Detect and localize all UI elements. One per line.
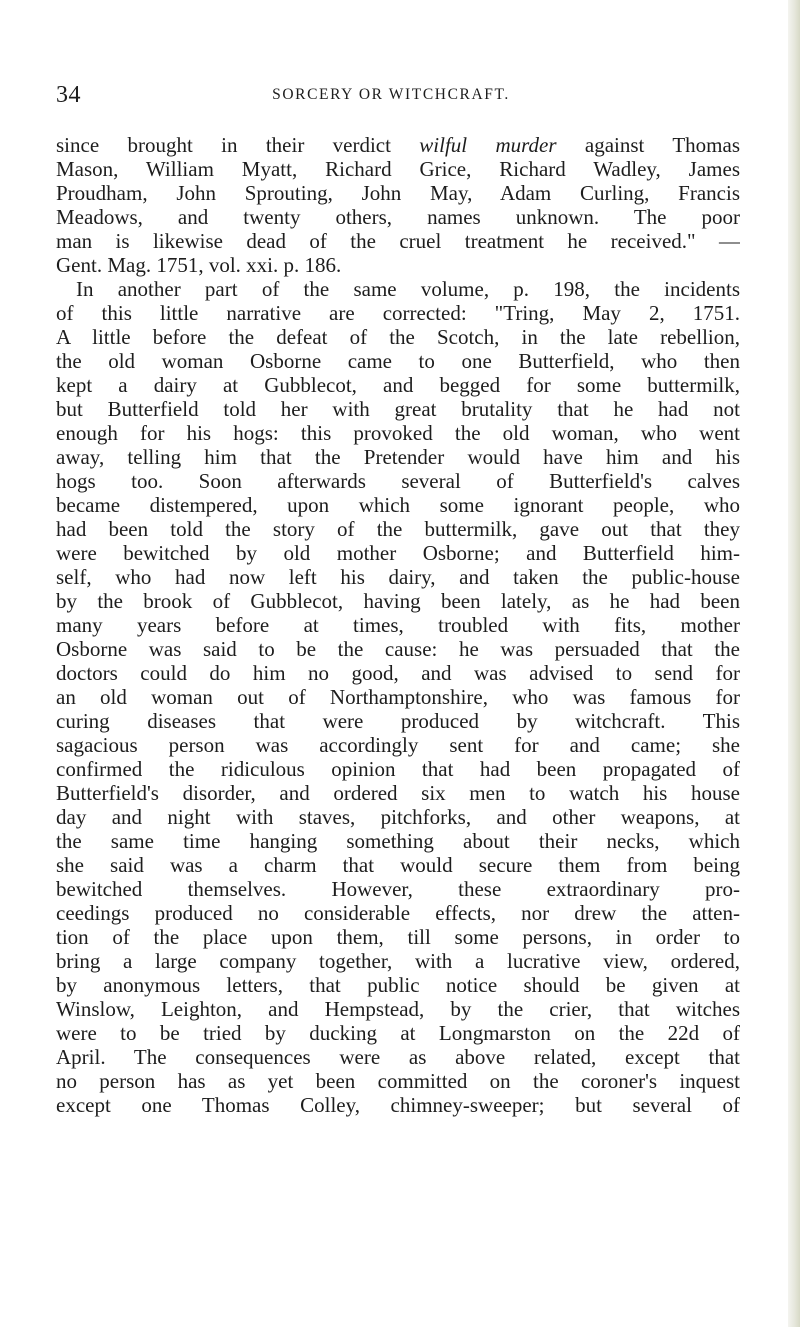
text-line: she said was a charm that would secure them from being bbox=[56, 853, 740, 877]
text-line: April. The consequences were as above related, except that bbox=[56, 1045, 740, 1069]
page-number: 34 bbox=[56, 82, 81, 108]
text-line: Mason, William Myatt, Richard Grice, Richard Wadley, James bbox=[56, 157, 740, 181]
running-head bbox=[56, 82, 726, 108]
text-line: Osborne was said to be the cause: he was persuaded that the bbox=[56, 637, 740, 661]
text-line: the same time hanging something about their necks, which bbox=[56, 829, 740, 853]
text-line: many years before at times, troubled with fits, mother bbox=[56, 613, 740, 637]
text-line: an old woman out of Northamptonshire, who was famous for bbox=[56, 685, 740, 709]
text-line: A little before the defeat of the Scotch, in the late rebellion, bbox=[56, 325, 740, 349]
text-line: Gent. Mag. 1751, vol. xxi. p. 186. bbox=[56, 253, 342, 277]
text-line: the old woman Osborne came to one Butterfield, who then bbox=[56, 349, 740, 373]
text-span: against Thomas bbox=[556, 133, 740, 157]
text-line: doctors could do him no good, and was advised to send for bbox=[56, 661, 740, 685]
text-line: In another part of the same volume, p. 198, the incidents bbox=[76, 277, 740, 301]
text-line: kept a dairy at Gubblecot, and begged for some buttermilk, bbox=[56, 373, 740, 397]
italic-verdict: wilful murder bbox=[419, 133, 557, 157]
text-line: had been told the story of the buttermilk, gave out that they bbox=[56, 517, 740, 541]
text-line: Meadows, and twenty others, names unknown. The poor bbox=[56, 205, 740, 229]
text-line: but Butterfield told her with great brutality that he had not bbox=[56, 397, 740, 421]
text-line: sagacious person was accordingly sent for and came; she bbox=[56, 733, 740, 757]
text-line: bring a large company together, with a lucrative view, ordered, bbox=[56, 949, 740, 973]
text-line: enough for his hogs: this provoked the old woman, who went bbox=[56, 421, 740, 445]
text-line: became distempered, upon which some ignorant people, who bbox=[56, 493, 740, 517]
text-line: self, who had now left his dairy, and taken the public-house bbox=[56, 565, 740, 589]
text-line: bewitched themselves. However, these extraordinary pro- bbox=[56, 877, 740, 901]
text-line: of this little narrative are corrected: "Tring, May 2, 1751. bbox=[56, 301, 740, 325]
text-line: no person has as yet been committed on the coroner's inquest bbox=[56, 1069, 740, 1093]
text-line: by the brook of Gubblecot, having been lately, as he had been bbox=[56, 589, 740, 613]
text-line bbox=[56, 133, 740, 157]
text-line: tion of the place upon them, till some persons, in order to bbox=[56, 925, 740, 949]
text-line: Butterfield's disorder, and ordered six men to watch his house bbox=[56, 781, 740, 805]
running-title: SORCERY OR WITCHCRAFT. bbox=[272, 86, 510, 103]
text-line: Winslow, Leighton, and Hempstead, by the crier, that witches bbox=[56, 997, 740, 1021]
text-line: day and night with staves, pitchforks, and other weapons, at bbox=[56, 805, 740, 829]
text-span: since brought in their verdict bbox=[56, 133, 420, 157]
text-line: away, telling him that the Pretender would have him and his bbox=[56, 445, 740, 469]
text-line: were to be tried by ducking at Longmarston on the 22d of bbox=[56, 1021, 740, 1045]
text-line: man is likewise dead of the cruel treatment he received." — bbox=[56, 229, 740, 253]
text-line: except one Thomas Colley, chimney-sweeper; but several of bbox=[56, 1093, 740, 1117]
body-text bbox=[56, 133, 740, 1117]
text-line: by anonymous letters, that public notice should be given at bbox=[56, 973, 740, 997]
text-line: were bewitched by old mother Osborne; and Butterfield him- bbox=[56, 541, 740, 565]
page-edge-shadow bbox=[788, 0, 800, 1327]
text-line: curing diseases that were produced by witchcraft. This bbox=[56, 709, 740, 733]
text-line: Proudham, John Sprouting, John May, Adam Curling, Francis bbox=[56, 181, 740, 205]
text-line: confirmed the ridiculous opinion that had been propagated of bbox=[56, 757, 740, 781]
text-line: hogs too. Soon afterwards several of Butterfield's calves bbox=[56, 469, 740, 493]
text-line: ceedings produced no considerable effects, nor drew the atten- bbox=[56, 901, 740, 925]
